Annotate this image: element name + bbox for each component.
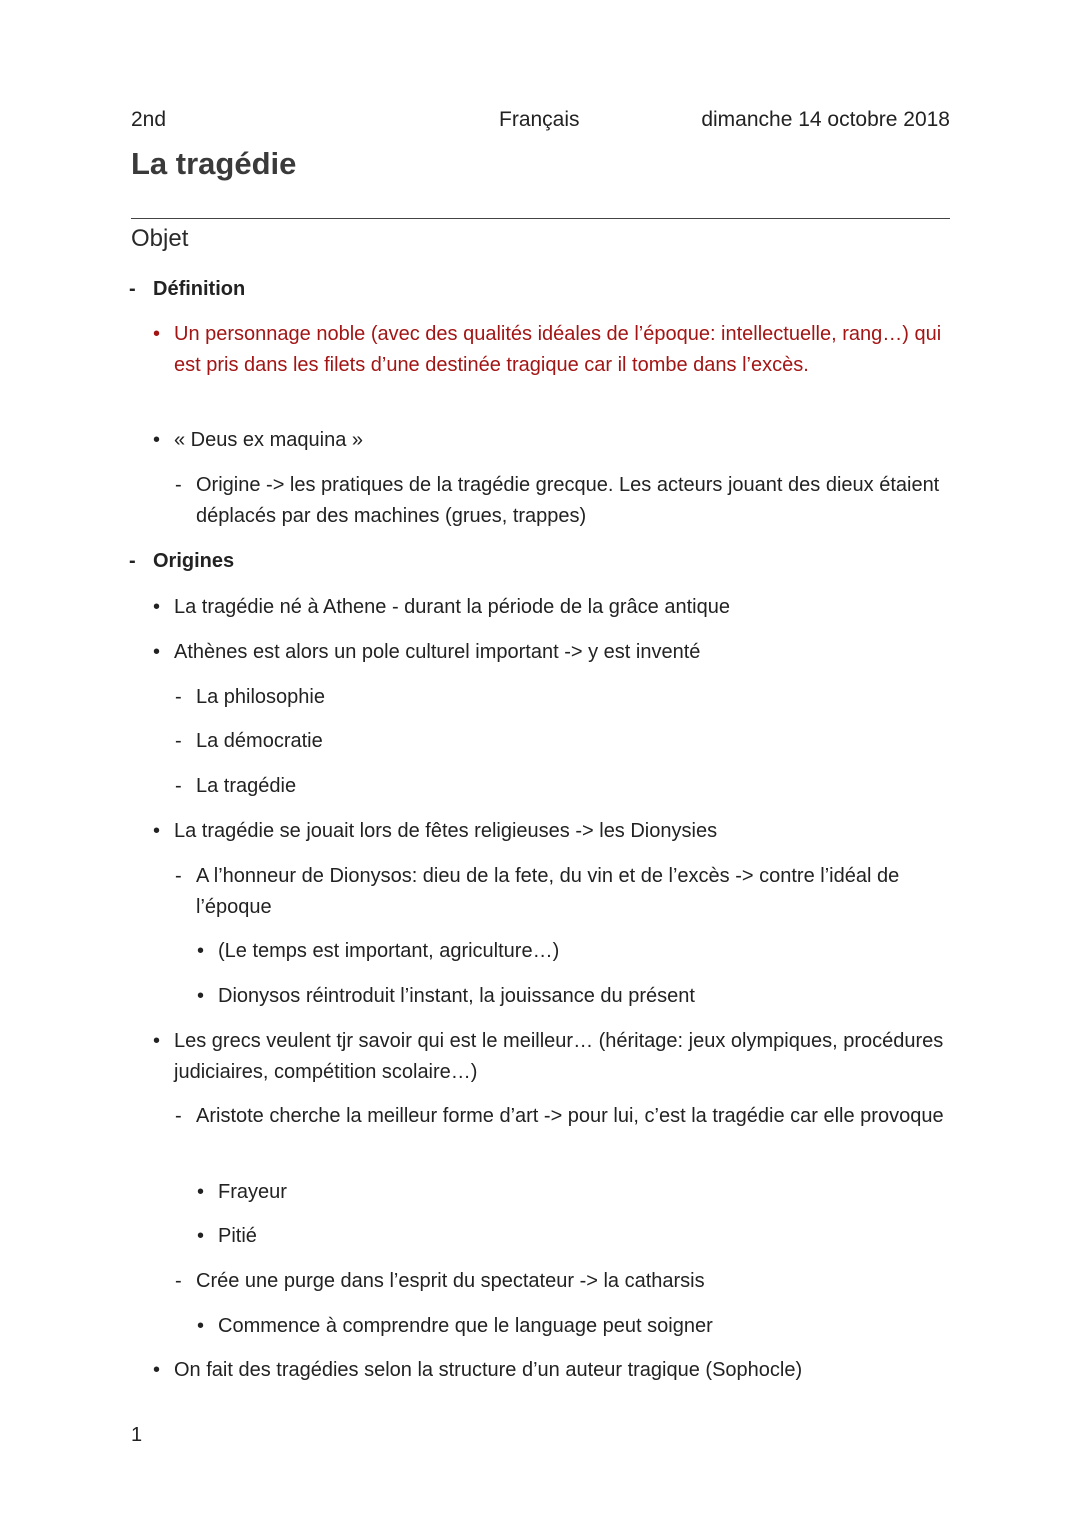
list-item	[153, 425, 950, 456]
bullet-marker: •	[197, 1225, 205, 1247]
dash-marker: -	[175, 775, 182, 797]
list-item	[175, 726, 950, 757]
page-title: La tragédie	[131, 146, 297, 181]
header-subject: Français	[499, 108, 580, 131]
bullet-marker: •	[197, 1315, 205, 1337]
header-class: 2nd	[131, 108, 167, 131]
heading-definition	[129, 274, 950, 305]
list-item-text: A l’honneur de Dionysos: dieu de la fete, du vin et de l’excès -> contre l’idéal de l’époque	[196, 865, 900, 918]
list-item-text: On fait des tragédies selon la structure d’un auteur tragique (Sophocle)	[174, 1359, 803, 1381]
title-divider	[131, 218, 950, 219]
page-number: 1	[131, 1424, 143, 1446]
list-item	[153, 592, 950, 623]
list-item	[197, 1177, 950, 1208]
list-item	[153, 637, 950, 668]
list-item	[175, 682, 950, 713]
page-header	[131, 108, 950, 136]
bullet-marker: •	[153, 641, 161, 663]
list-item	[197, 1311, 950, 1342]
bullet-marker: •	[153, 596, 161, 618]
bullet-marker: •	[153, 820, 161, 842]
list-item	[175, 771, 950, 802]
dash-marker: -	[129, 278, 136, 300]
list-item-text: Pitié	[218, 1225, 257, 1247]
list-item	[197, 936, 950, 967]
header-date: dimanche 14 octobre 2018	[701, 108, 950, 131]
definition-text: Un personnage noble (avec des qualités idéales de l’époque: intellectuelle, rang…) qui est pris dans les filets d’une destinée tragique car il tombe dans l’excès.	[174, 323, 942, 376]
list-item-text: Athènes est alors un pole culturel important -> y est inventé	[174, 641, 701, 663]
list-item-text: Origine -> les pratiques de la tragédie grecque. Les acteurs jouant des dieux étaient déplacés par des machines (grues, trappes)	[196, 474, 940, 527]
list-item	[175, 1266, 950, 1297]
dash-marker: -	[129, 550, 136, 572]
dash-marker: -	[175, 474, 182, 496]
bullet-marker: •	[153, 323, 161, 345]
list-item-text: Dionysos réintroduit l’instant, la jouissance du présent	[218, 985, 695, 1007]
list-item-text: Frayeur	[218, 1181, 287, 1203]
list-item	[197, 1221, 950, 1252]
heading-text: Définition	[153, 278, 246, 300]
bullet-marker: •	[197, 940, 205, 962]
list-item-text: Crée une purge dans l’esprit du spectateur -> la catharsis	[196, 1270, 705, 1292]
list-item-text: La philosophie	[196, 686, 325, 708]
list-item	[175, 861, 950, 923]
list-item-text: Aristote cherche la meilleur forme d’art -> pour lui, c’est la tragédie car elle provoque	[196, 1105, 944, 1127]
section-heading: Objet	[131, 225, 189, 252]
dash-marker: -	[175, 730, 182, 752]
bullet-marker: •	[153, 1030, 161, 1052]
list-item	[197, 981, 950, 1012]
list-item	[153, 1355, 950, 1386]
list-item	[153, 1026, 950, 1088]
list-item-text: Commence à comprendre que le language peut soigner	[218, 1315, 713, 1337]
bullet-marker: •	[153, 429, 161, 451]
bullet-marker: •	[197, 985, 205, 1007]
heading-origines	[129, 546, 950, 577]
list-item-text: (Le temps est important, agriculture…)	[218, 940, 560, 962]
list-item-text: « Deus ex maquina »	[174, 429, 364, 451]
dash-marker: -	[175, 865, 182, 887]
list-item	[175, 1101, 950, 1132]
list-item-text: Les grecs veulent tjr savoir qui est le meilleur… (héritage: jeux olympiques, procédures judiciaires, compétition scolaire…)	[174, 1030, 944, 1083]
list-item-text: La tragédie né à Athene - durant la période de la grâce antique	[174, 596, 730, 618]
dash-marker: -	[175, 686, 182, 708]
bullet-marker: •	[153, 1359, 161, 1381]
bullet-marker: •	[197, 1181, 205, 1203]
heading-text: Origines	[153, 550, 235, 572]
list-item-text: La démocratie	[196, 730, 323, 752]
list-item-text: La tragédie	[196, 775, 297, 797]
dash-marker: -	[175, 1105, 182, 1127]
dash-marker: -	[175, 1270, 182, 1292]
list-item	[153, 319, 950, 381]
list-item	[153, 816, 950, 847]
list-item	[175, 470, 950, 532]
list-item-text: La tragédie se jouait lors de fêtes religieuses -> les Dionysies	[174, 820, 718, 842]
